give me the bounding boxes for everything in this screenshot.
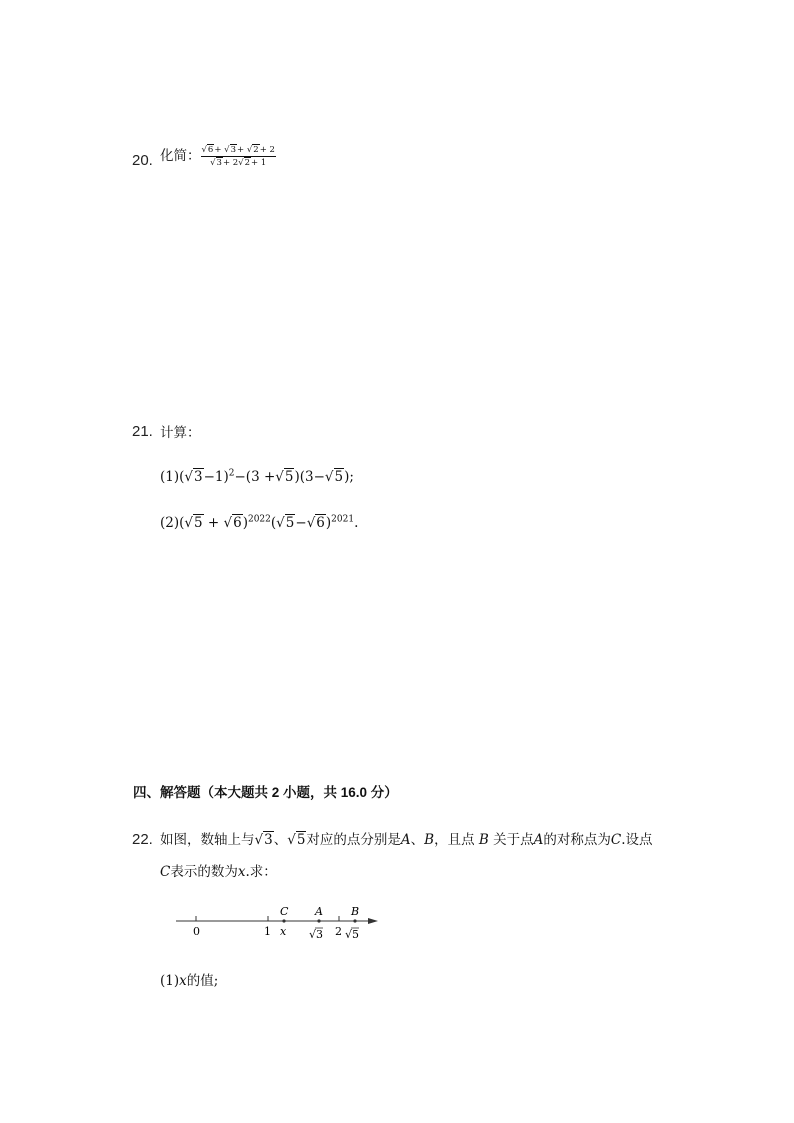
point-c: [282, 919, 285, 922]
q22-line2: C表示的数为x.求：: [160, 864, 277, 880]
point-a: [317, 919, 320, 922]
number-line-figure: [170, 900, 385, 946]
q21-label: 计算：: [160, 425, 201, 441]
point-label-a: A: [315, 905, 323, 918]
tick-label-2: 2: [335, 925, 342, 938]
radical-3-sign: √: [309, 928, 317, 941]
q22-line1: 如图，数轴上与√3、√5对应的点分别是A、B，且点 B 关于点A的对称点为C.设点: [160, 832, 653, 848]
tick-label-1: 1: [264, 925, 271, 938]
under-label-x: x: [280, 925, 287, 938]
point-b: [353, 919, 356, 922]
q20-number: 20.: [132, 152, 153, 169]
q20-label: 化简：: [160, 148, 201, 164]
radical-5-sign: √: [345, 928, 353, 941]
under-label-sqrt5: 5: [352, 928, 359, 941]
q22-number: 22.: [132, 831, 153, 848]
q21-part2: $(2)(√5 + √6)^{2022}(√5-√6)^{2021}$.: [160, 514, 359, 531]
section-heading: 四、解答题（本大题共 2 小题，共 16.0 分）: [133, 785, 398, 800]
q20-statement: [160, 144, 276, 168]
q22-part1: (1)x的值;: [160, 973, 219, 989]
tick-label-0: 0: [193, 925, 200, 938]
q21-number: 21.: [132, 423, 153, 440]
point-label-b: B: [351, 905, 360, 918]
number-line-arrow-icon: [368, 918, 378, 924]
q20-denominator: √3+ 2√2+ 1: [210, 158, 267, 168]
q21-part1: $(1)(√3-1)^2-(3 +√5)(3-√5)$;: [160, 468, 354, 485]
under-label-sqrt3: 3: [316, 928, 323, 941]
q20-fraction: [201, 145, 276, 168]
point-label-c: C: [280, 905, 289, 918]
q20-numerator: √6+ √3+ √2+ 2: [201, 145, 275, 155]
